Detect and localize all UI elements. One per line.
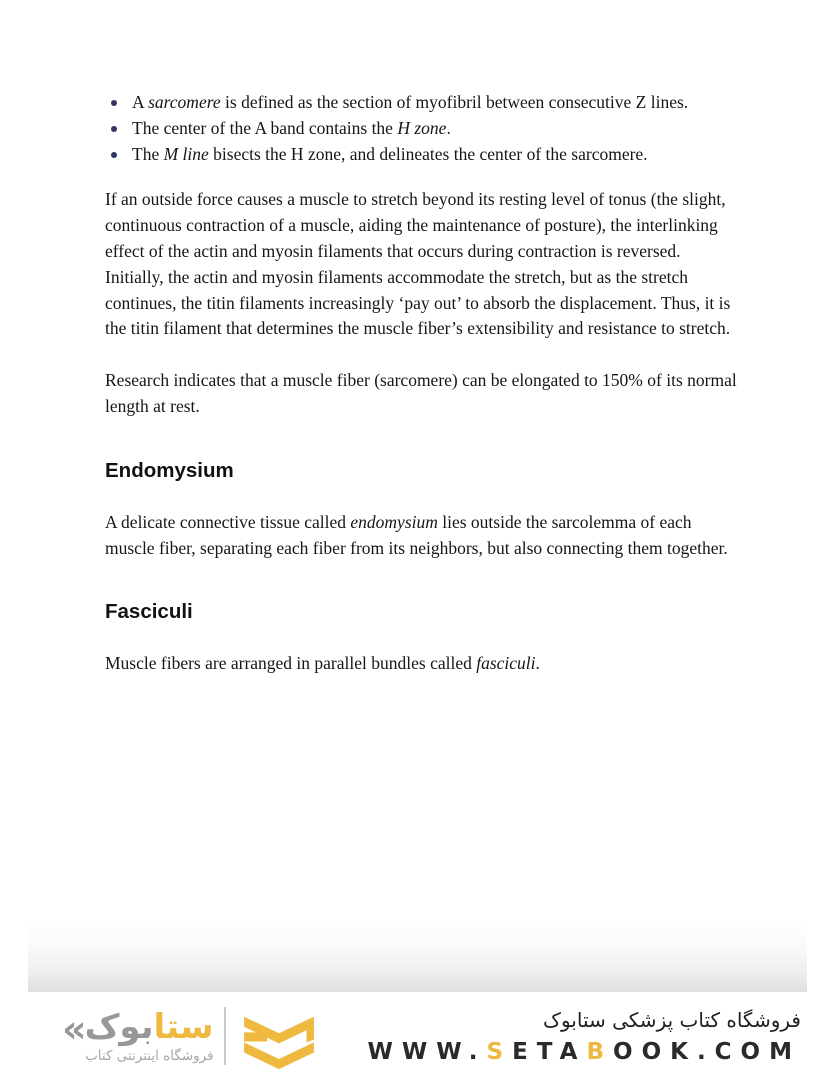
list-item: The M line bisects the H zone, and delineates the center of the sarcomere. — [105, 142, 737, 168]
heading-fasciculi: Fasciculi — [105, 600, 193, 624]
store-label: فروشگاه کتاب پزشکی ستابوک — [543, 1008, 801, 1032]
setabook-wordmark-block — [62, 1008, 214, 1064]
setabook-chevron-emblem-icon — [236, 1002, 322, 1070]
heading-endomysium: Endomysium — [105, 458, 234, 482]
setabook-wordmark — [85, 1008, 214, 1046]
bullet-list — [105, 90, 737, 167]
setabook-wordmark-line — [62, 1007, 214, 1051]
page-bottom-shadow — [28, 918, 807, 992]
paragraph-endomysium: A delicate connective tissue called endomysium lies outside the sarcolemma of each muscle fiber, separating each fiber from its neighbors, but also connecting them together. — [105, 511, 728, 558]
wordmark-seta: ستا — [153, 1007, 214, 1047]
paragraph-research: Research indicates that a muscle fiber (sarcomere) can be elongated to 150% of its normal length at rest. — [105, 370, 737, 416]
logo-divider — [224, 1007, 226, 1065]
logo-tagline: فروشگاه اینترنتی کتاب — [85, 1048, 214, 1064]
footer — [0, 992, 835, 1080]
setabook-logo — [62, 1002, 322, 1070]
double-chevron-icon: « — [62, 1007, 83, 1051]
paragraph-stretch: If an outside force causes a muscle to stretch beyond its resting level of tonus (the slight, continuous contraction of a muscle, aiding the maintenance of posture), the interlinking effect of the actin and myosin filaments that occurs during contraction is reversed. Initially, the actin and myosin filaments accommodate the stretch, but as the stretch continues, the titin filaments increasingly ‘pay out’ to absorb the displacement. Thus, it is the titin filament that determines the muscle fiber’s extensibility and resistance to stretch. — [105, 189, 731, 339]
wordmark-book: بوک — [84, 1007, 154, 1047]
page-content — [105, 90, 737, 677]
website-url: WWW.SETABOOK.COM — [367, 1039, 801, 1065]
list-item: The center of the A band contains the H zone. — [105, 116, 737, 142]
footer-right — [368, 1007, 802, 1065]
paragraph-fasciculi: Muscle fibers are arranged in parallel bundles called fasciculi. — [105, 653, 540, 674]
list-item: A sarcomere is defined as the section of myofibril between consecutive Z lines. — [105, 90, 737, 116]
